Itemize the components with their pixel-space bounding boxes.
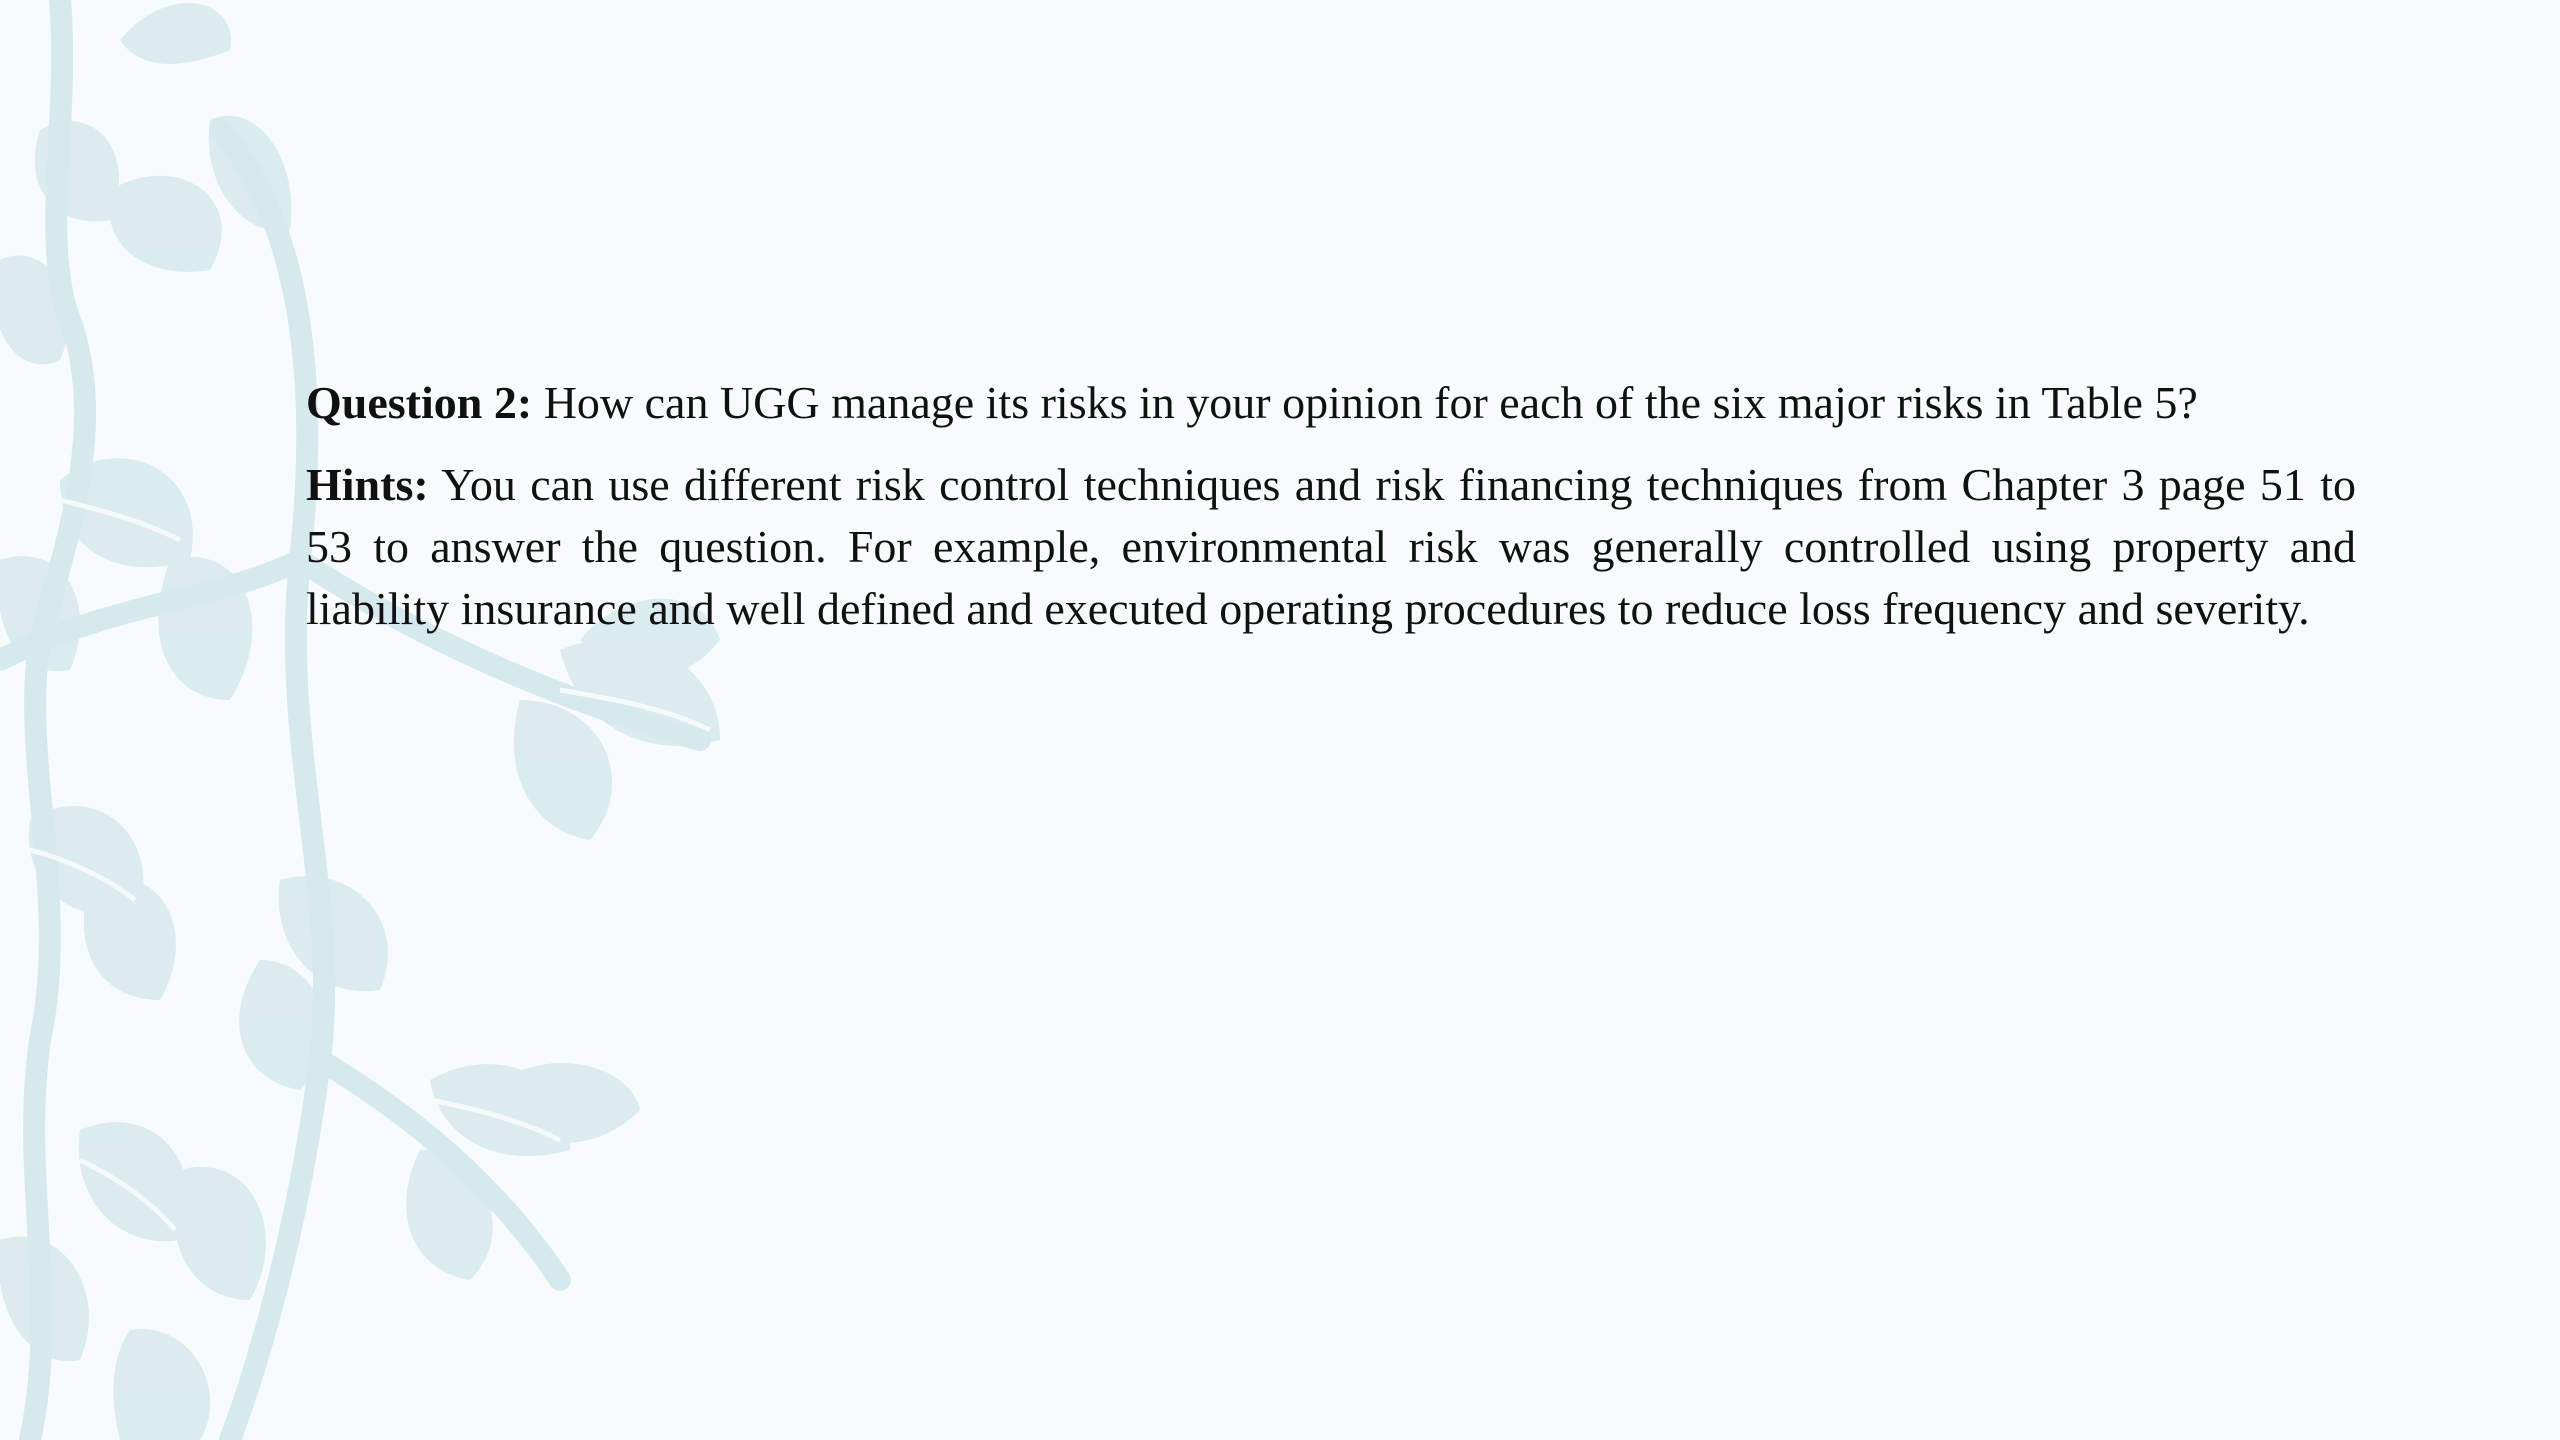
floral-vine-decoration — [0, 0, 820, 1440]
hints-paragraph — [306, 454, 2356, 640]
slide-content — [306, 372, 2356, 640]
question-text: How can UGG manage its risks in your opinion for each of the six major risks in Table 5? — [543, 377, 2198, 428]
hints-label: Hints: — [306, 459, 429, 510]
hints-text: You can use different risk control techniques and risk financing techniques from Chapter 3 page 51 to 53 to answer the question. For example, environmental risk was generally controlled using property and liability insurance and well defined and executed operating procedures to reduce loss frequency and severity. — [306, 459, 2356, 634]
question-label: Question 2: — [306, 377, 533, 428]
question-paragraph — [306, 372, 2356, 434]
